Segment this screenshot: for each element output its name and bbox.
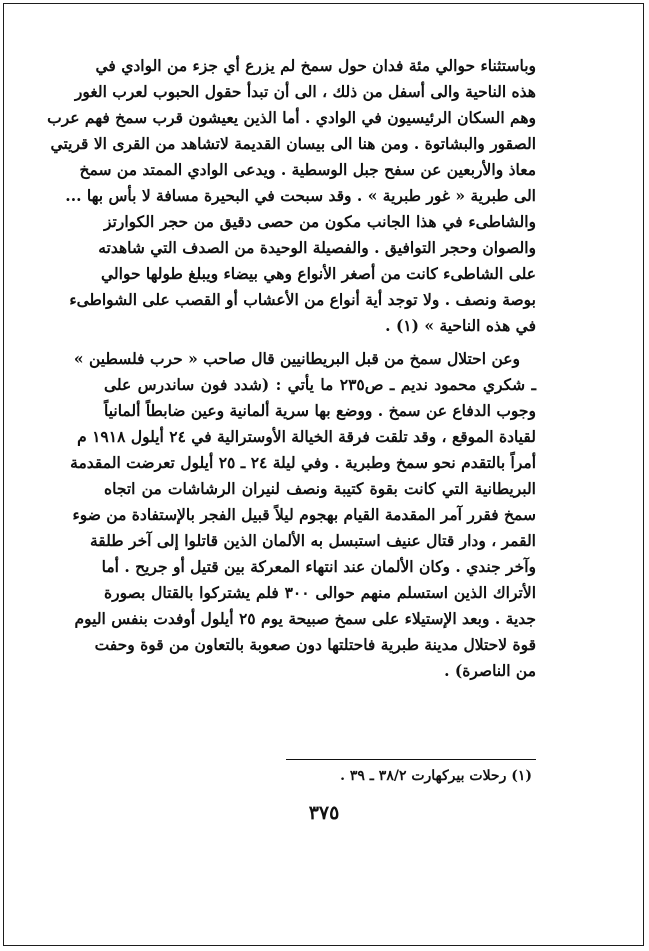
paragraph-2-line-1: وعن احتلال سمخ من قبل البريطانيين قال صاحب « حرب فلسطين »: [73, 349, 520, 368]
paragraph-2-line-8: القمر ، ودار قتال عنيف استبسل به الألمان الذين قاتلوا إلى آخر طلقة: [90, 531, 536, 550]
paragraph-2-line-10: الأتراك الذين استسلم منهم حوالى ٣٠٠ فلم يشتركوا بالقتال بصورة: [104, 583, 537, 602]
paragraph-2-line-9: وآخر جندي . وكان الألمان عند انتهاء المعركة بين قتيل أو جريح . أما: [101, 557, 536, 576]
paragraph-1-line-4: الصقور والبشاتوة . ومن هنا الى بيسان القديمة لاتشاهد من القرى الا قريتي: [50, 134, 536, 153]
page-number: ٣٧٥: [308, 802, 340, 824]
paragraph-1-line-2: هذه الناحية والى أسفل من ذلك ، الى أن تبدأ حقول الحبوب لعرب الغور: [74, 82, 536, 101]
paragraph-2-line-12: قوة لاحتلال مدينة طبرية فاحتلتها دون صعوبة بالتعاون من قوة وحفت: [94, 635, 536, 654]
paragraph-2-line-6: البريطانية التي كانت بقوة كتيبة ونصف لنيران الرشاشات من اتجاه: [104, 479, 536, 498]
paragraph-1-line-1: وباستثناء حوالي مئة فدان حول سمخ لم يزرع أي جزء من الوادي في: [95, 56, 536, 75]
footnote-divider: [286, 759, 536, 760]
paragraph-1-line-7: والشاطىء في هذا الجانب مكون من حصى دقيق من حجر الكوارتز: [104, 212, 536, 231]
paragraph-2-line-2: ـ شكري محمود نديم ـ ص٢٣٥ ما يأتي : (شدد فون ساندرس على: [104, 375, 536, 394]
paragraph-1-line-3: وهم السكان الرئيسيون في الوادي . أما الذين يعيشون قرب سمخ فهم عرب: [47, 108, 536, 127]
paragraph-1-line-11: في هذه الناحية » (١) .: [385, 316, 536, 335]
paragraph-1-line-6: الى طبرية « غور طبرية » . وقد سبحت في البحيرة مسافة لا بأس بها ...: [65, 186, 536, 205]
paragraph-2-line-11: جدية . وبعد الإستيلاء على سمخ صبيحة يوم ٢٥ أيلول أوفدت بنفس اليوم: [74, 609, 536, 628]
paragraph-2-line-7: سمخ فقرر آمر المقدمة القيام بهجوم ليلاً قبيل الفجر بالإستفادة من ضوء: [72, 505, 536, 524]
paragraph-2-line-3: وجوب الدفاع عن سمخ . ووضع بها سرية ألمانية وعين ضابطاً ألمانياً: [104, 401, 536, 420]
paragraph-2-line-5: أمراً بالتقدم نحو سمخ وطبرية . وفي ليلة ٢٤ ـ ٢٥ أيلول تعرضت المقدمة: [70, 453, 536, 472]
paragraph-1-line-9: على الشاطىء كانت من أصغر الأنواع وهي بيضاء ويبلغ طولها حوالي: [101, 264, 536, 283]
paragraph-1-line-5: معاذ والأربعين عن سفح جبل الوسطية . ويدعى الوادي الممتد من سمخ: [79, 160, 536, 179]
footnote: (١) رحلات بيركهارت ٣٨/٢ ـ ٣٩ .: [340, 768, 532, 784]
paragraph-2-line-4: لقيادة الموقع ، وقد تلقت فرقة الخيالة الأوسترالية في ٢٤ أيلول ١٩١٨ م: [77, 427, 536, 446]
paragraph-1-line-10: بوصة ونصف . ولا توجد أية أنواع من الأعشاب أو القصب على الشواطىء: [69, 290, 536, 309]
paragraph-2-line-13: من الناصرة) .: [444, 661, 536, 680]
paragraph-1-line-8: والصوان وحجر التوافيق . والفصيلة الوحيدة من الصدف التي شاهدته: [98, 238, 536, 257]
